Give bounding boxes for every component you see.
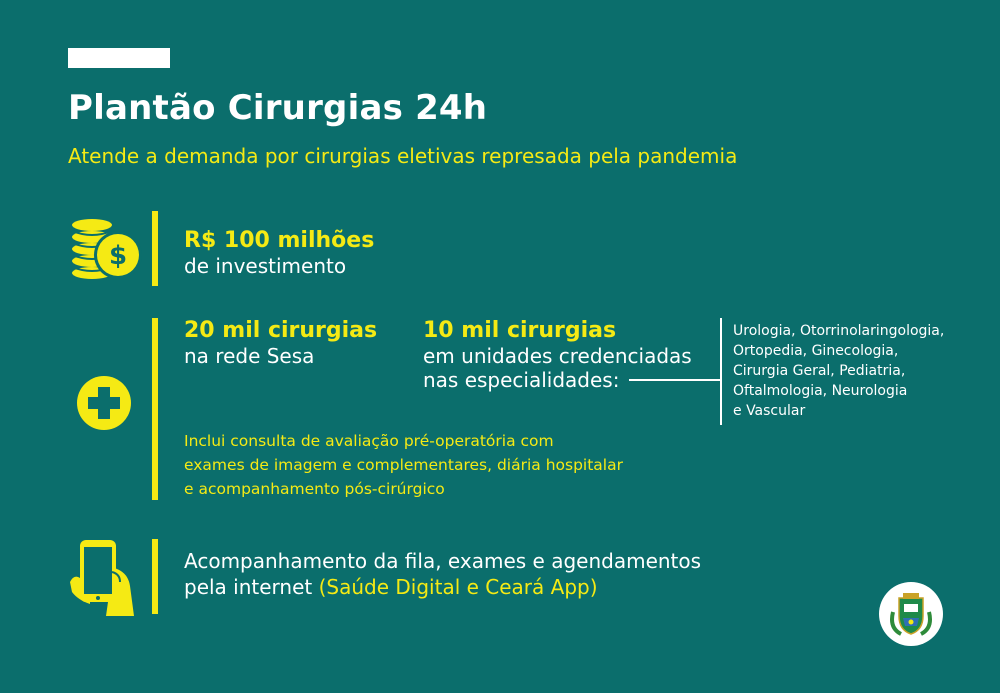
- surgeries-note: [184, 429, 623, 501]
- digital-line2-prefix: pela internet: [184, 575, 319, 599]
- specialties-connector-vertical: [720, 318, 722, 425]
- digital-text: [184, 548, 701, 600]
- specialty-line: e Vascular: [733, 403, 806, 419]
- investment-amount: R$ 100 milhões: [184, 228, 375, 253]
- accredited-surgeries-line1: em unidades credenciadas: [423, 344, 692, 368]
- digital-apps-highlight: (Saúde Digital e Ceará App): [318, 575, 598, 599]
- specialty-line: Oftalmologia, Neurologia: [733, 383, 908, 399]
- digital-line1: Acompanhamento da fila, exames e agendamentos: [184, 549, 702, 573]
- page-title: Plantão Cirurgias 24h: [68, 88, 488, 128]
- smartphone-hand-icon: [68, 538, 140, 618]
- sesa-surgeries-amount: 20 mil cirurgias: [184, 318, 378, 343]
- accredited-surgeries-line2: nas especialidades:: [423, 368, 620, 392]
- specialties-connector-horizontal: [629, 379, 720, 381]
- ceara-coat-of-arms-icon: [879, 582, 943, 646]
- note-line: e acompanhamento pós-cirúrgico: [184, 480, 445, 498]
- digital-divider: [152, 539, 158, 614]
- investment-divider: [152, 211, 158, 286]
- coins-dollar-icon: [68, 213, 148, 283]
- page-subtitle: Atende a demanda por cirurgias eletivas represada pela pandemia: [68, 144, 738, 168]
- sesa-surgeries-label: na rede Sesa: [184, 344, 315, 368]
- note-line: exames de imagem e complementares, diária hospitalar: [184, 456, 623, 474]
- digital-line2: [184, 574, 701, 600]
- specialties-list: [733, 321, 944, 421]
- svg-text:$: $: [108, 241, 128, 271]
- top-accent-bar: [68, 48, 170, 68]
- accredited-surgeries-amount: 10 mil cirurgias: [423, 318, 617, 343]
- investment-label: de investimento: [184, 254, 347, 278]
- note-line: Inclui consulta de avaliação pré-operatória com: [184, 432, 554, 450]
- specialty-line: Ortopedia, Ginecologia,: [733, 343, 899, 359]
- specialty-line: Urologia, Otorrinolaringologia,: [733, 323, 945, 339]
- medical-cross-icon: [75, 374, 133, 432]
- surgeries-divider: [152, 318, 158, 500]
- specialty-line: Cirurgia Geral, Pediatria,: [733, 363, 906, 379]
